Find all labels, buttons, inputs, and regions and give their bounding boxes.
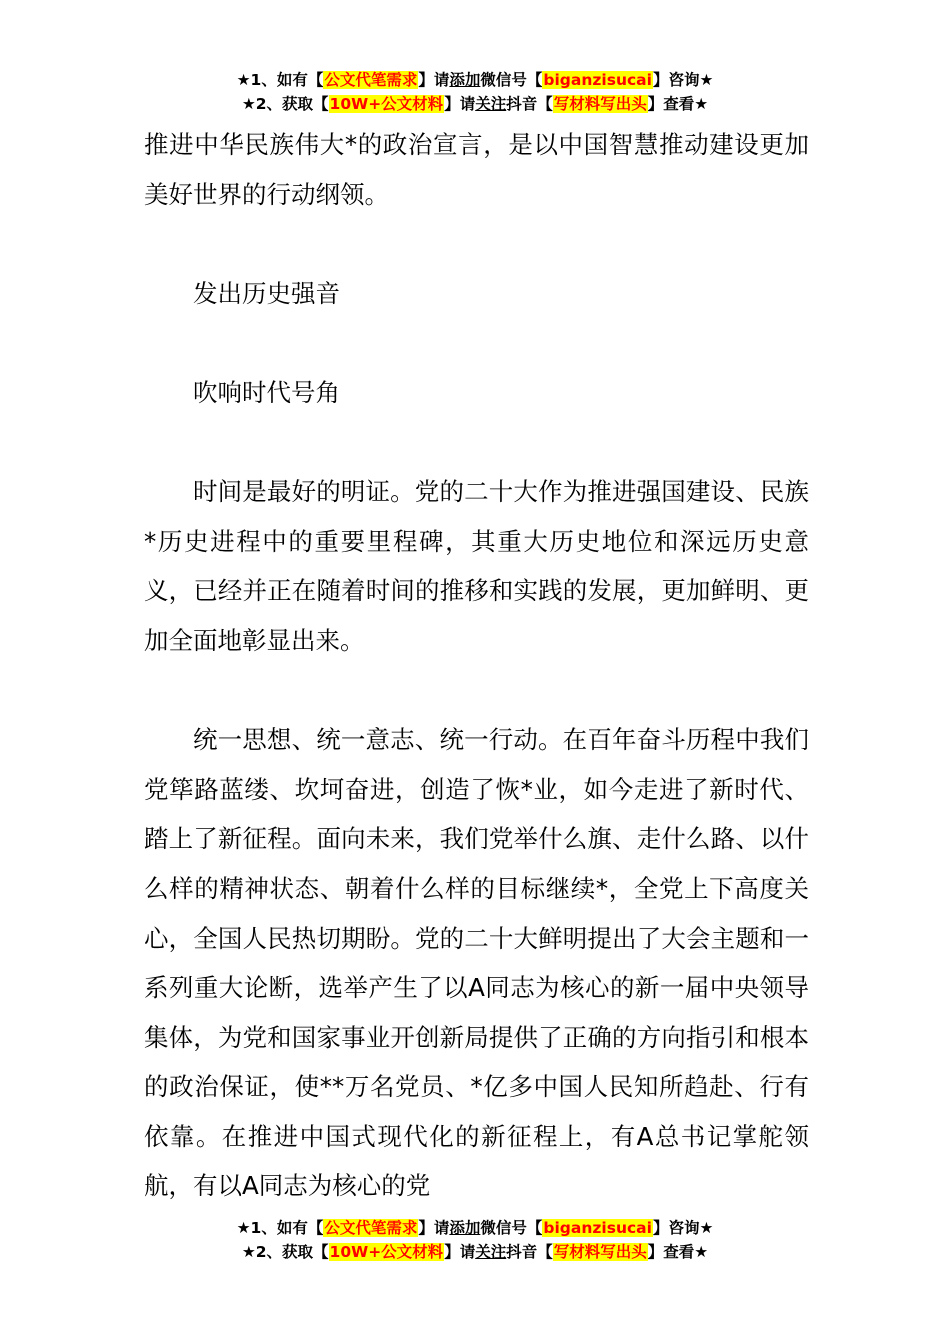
banner-line-1: ★1、如有【公文代笔需求】请添加微信号【biganzisucai】咨询★ [236, 71, 714, 89]
subheading-2: 吹响时代号角 [193, 377, 340, 407]
footer-banner [0, 1216, 950, 1264]
paragraph: 时间是最好的明证。党的二十大作为推进强国建设、民族*历史进程中的重要里程碑，其重大历史地位和深远历史意义，已经并正在随着时间的推移和实践的发展，更加鲜明、更加全面地彰显出来。 [144, 477, 809, 655]
subheading-1: 发出历史强音 [193, 278, 340, 308]
highlight-service: 公文代笔需求 [324, 71, 418, 89]
header-banner [0, 68, 950, 116]
highlight-materials: 10W+公文材料 [329, 1243, 444, 1261]
paragraph-continuation: 推进中华民族伟大*的政治宣言，是以中国智慧推动建设更加美好世界的行动纲领。 [144, 130, 809, 209]
banner-line-2: ★2、获取【10W+公文材料】请关注抖音【写材料写出头】查看★ [241, 1243, 709, 1261]
highlight-douyin: 写材料写出头 [553, 1243, 647, 1261]
paragraph: 统一思想、统一意志、统一行动。在百年奋斗历程中我们党筚路蓝缕、坎坷奋进，创造了恢*业，如今走进了新时代、踏上了新征程。面向未来，我们党举什么旗、走什么路、以什么样的精神状态、朝着什么样的目标继续*，全党上下高度关心，全国人民热切期盼。党的二十大鲜明提出了大会主题和一系列重大论断，选举产生了以A同志为核心的新一届中央领导集体，为党和国家事业开创新局提供了正确的方向指引和根本的政治保证，使**万名党员、*亿多中国人民知所趋赴、行有依靠。在推进中国式现代化的新征程上，有A总书记掌舵领航，有以A同志为核心的党 [144, 725, 809, 1201]
highlight-materials: 10W+公文材料 [329, 95, 444, 113]
highlight-wechat-id: biganzisucai [543, 1219, 652, 1237]
document-body [144, 120, 809, 1211]
banner-line-1: ★1、如有【公文代笔需求】请添加微信号【biganzisucai】咨询★ [236, 1219, 714, 1237]
highlight-wechat-id: biganzisucai [543, 71, 652, 89]
highlight-douyin: 写材料写出头 [553, 95, 647, 113]
banner-line-2: ★2、获取【10W+公文材料】请关注抖音【写材料写出头】查看★ [241, 95, 709, 113]
highlight-service: 公文代笔需求 [324, 1219, 418, 1237]
